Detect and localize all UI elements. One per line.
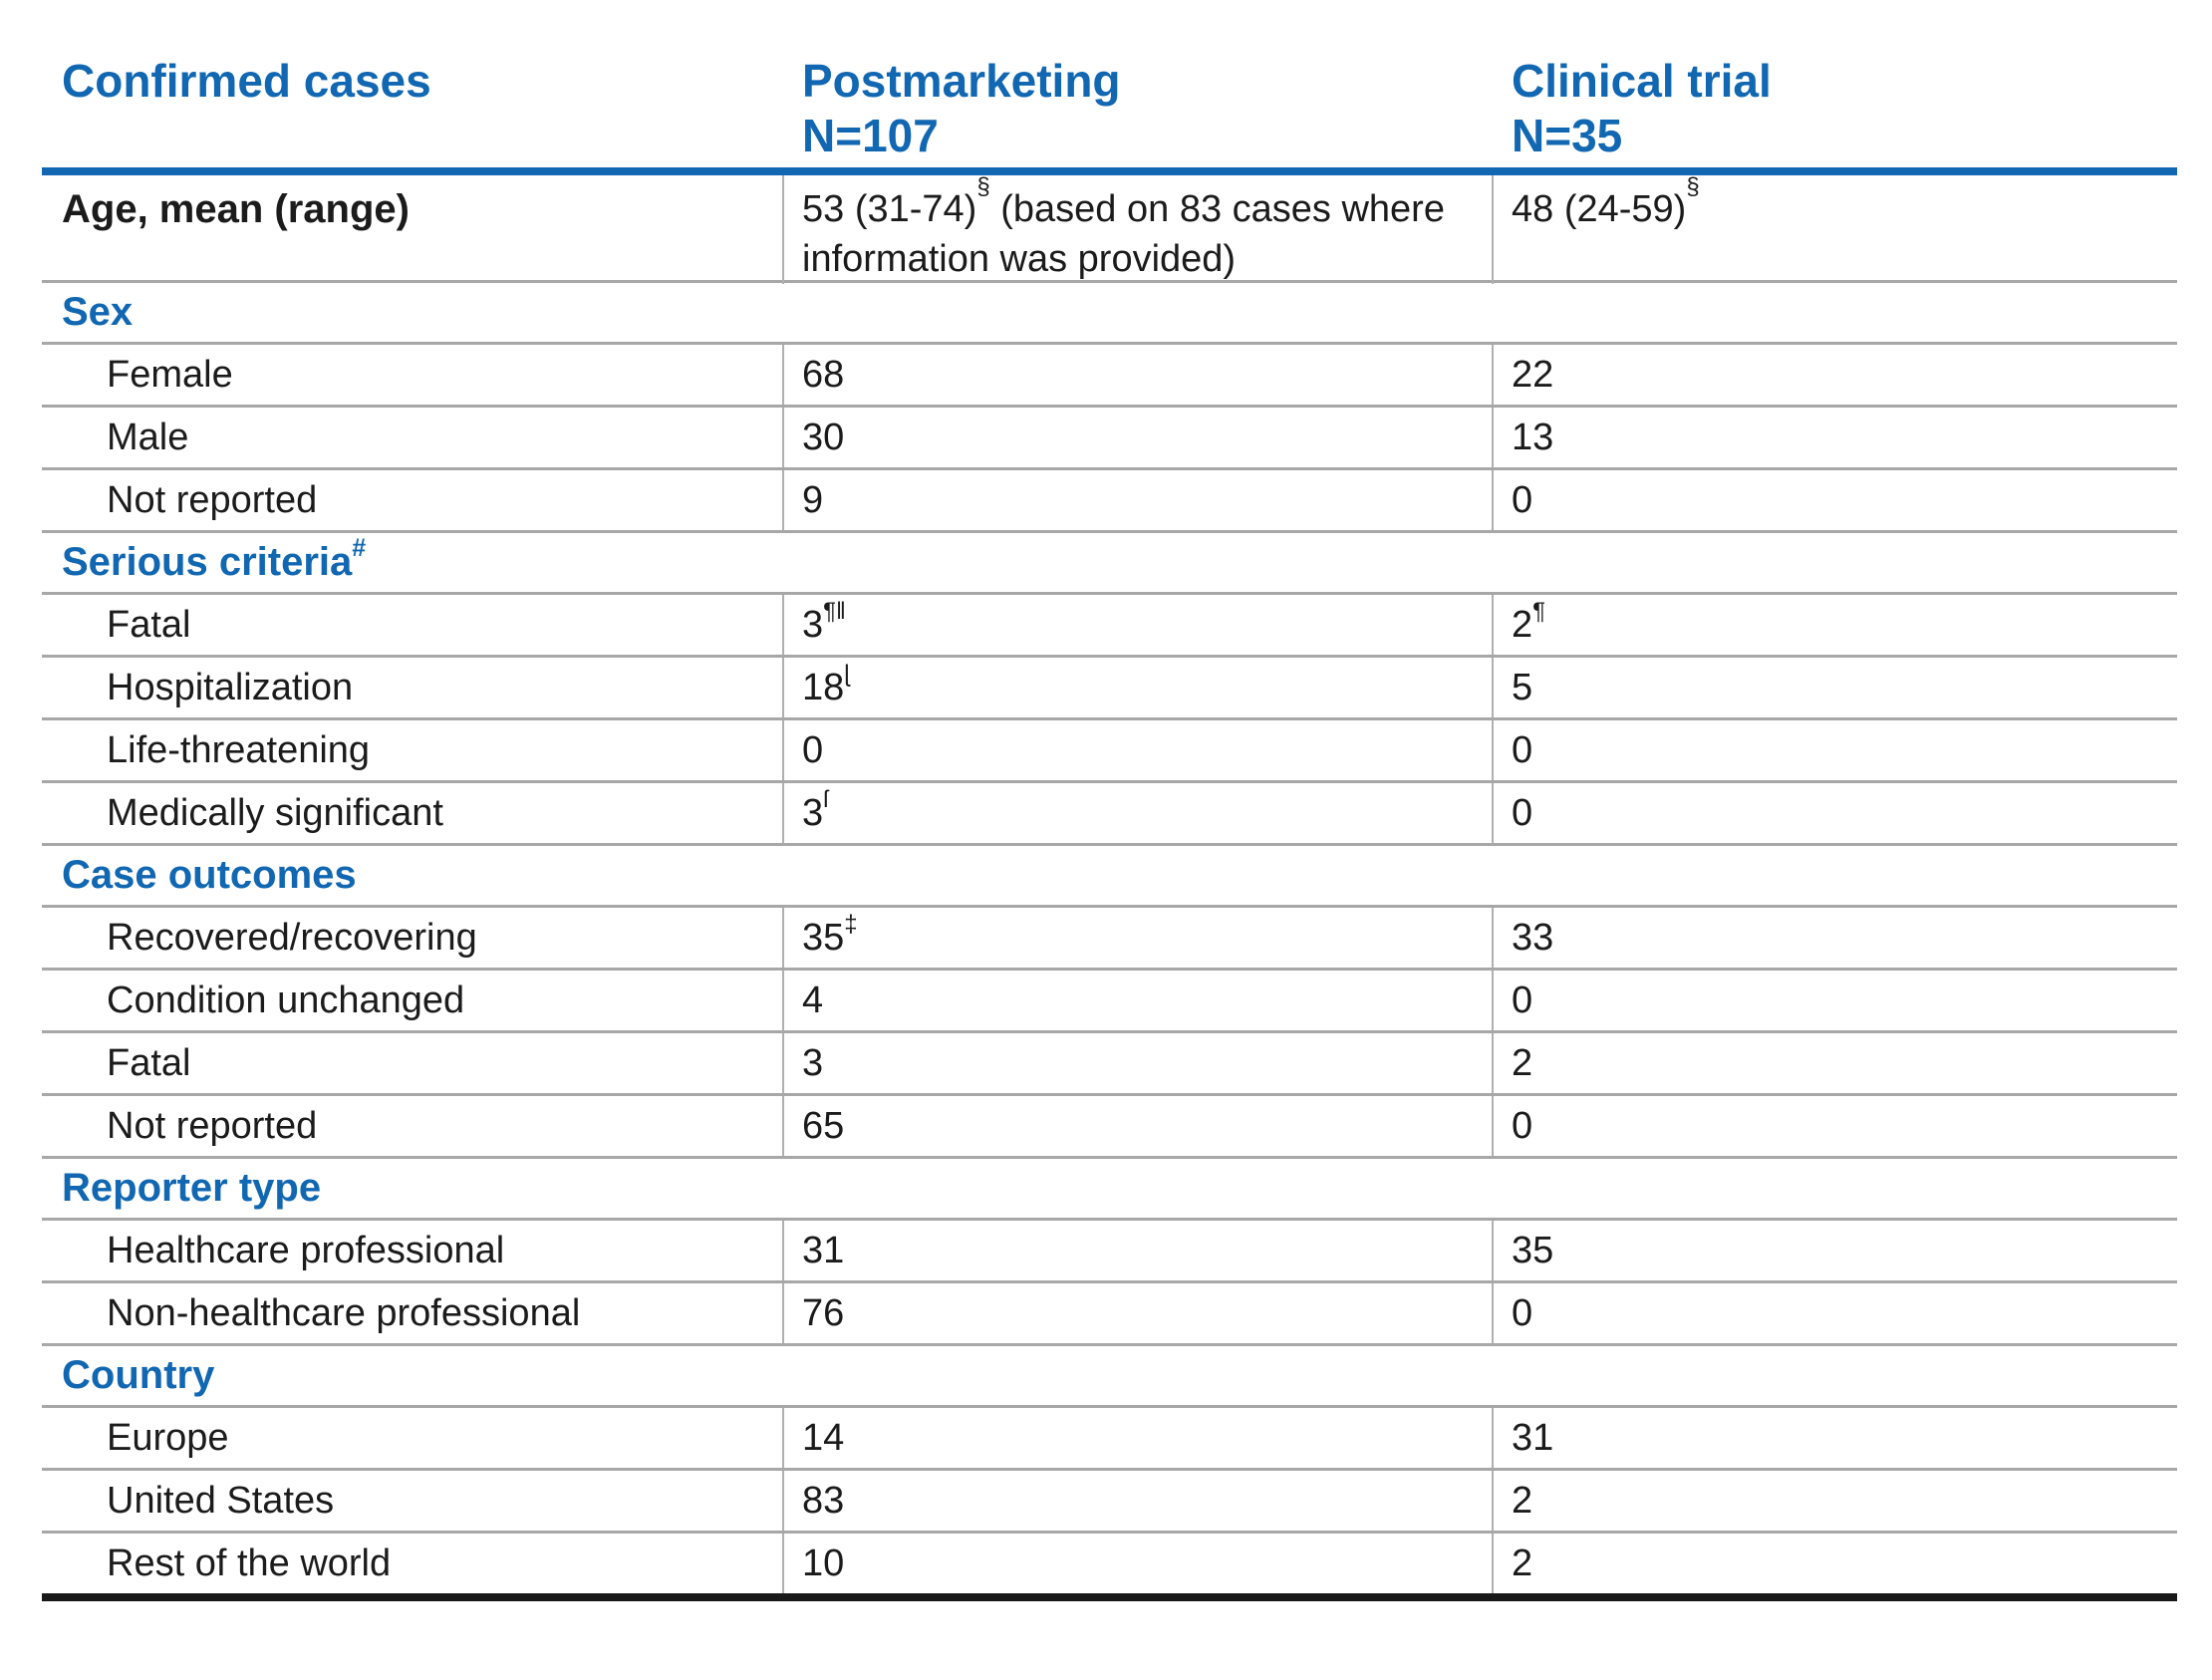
table-row-female [42, 342, 2177, 405]
table-row-condition-unchanged [42, 968, 2177, 1030]
postmarketing-value: 3 ¶‖ [782, 595, 1492, 655]
clinical-trial-value: 0 [1492, 1096, 2177, 1156]
clinical-trial-value: 0 [1492, 470, 2177, 530]
clinical-trial-value: 2 ¶ [1492, 595, 2177, 655]
table-row-age-mean-range [42, 175, 2177, 280]
header-rule [42, 167, 2177, 175]
row-label: Age, mean (range) [62, 187, 410, 231]
row-label: Male [107, 416, 189, 458]
section-title: Case outcomes [62, 853, 357, 897]
clinical-trial-value: 33 [1492, 908, 2177, 968]
row-label: Healthcare professional [107, 1229, 505, 1271]
age-value-clinical-trial: 48 (24-59)§ [1492, 175, 2177, 284]
postmarketing-value: 9 [782, 470, 1492, 530]
row-label: United States [107, 1479, 335, 1522]
clinical-trial-value: 0 [1492, 720, 2177, 780]
row-label: Non-healthcare professional [107, 1291, 581, 1334]
postmarketing-value: 30 [782, 408, 1492, 467]
table-bottom-rule [42, 1593, 2177, 1601]
section-title: Country [62, 1353, 215, 1397]
clinical-trial-value: 2 [1492, 1471, 2177, 1531]
postmarketing-value: 68 [782, 345, 1492, 405]
section-header-reporter-type [42, 1156, 2177, 1218]
postmarketing-value: 4 [782, 971, 1492, 1030]
row-label: Europe [107, 1416, 229, 1459]
column-header-label: Postmarketing [802, 55, 1121, 107]
table-row-non-healthcare-professional [42, 1280, 2177, 1343]
table-row-recovered-recovering [42, 905, 2177, 968]
postmarketing-value: 35 ‡ [782, 908, 1492, 968]
column-header-sub: N=35 [1512, 110, 1623, 161]
clinical-trial-value: 0 [1492, 971, 2177, 1030]
row-label: Life-threatening [107, 728, 371, 771]
section-title: Serious criteria # [62, 533, 367, 584]
row-label: Fatal [107, 603, 191, 646]
row-label: Female [107, 353, 233, 396]
section-header-country [42, 1343, 2177, 1405]
section-title: Reporter type [62, 1166, 322, 1210]
clinical-trial-value: 2 [1492, 1033, 2177, 1093]
row-label: Not reported [107, 478, 318, 521]
table-row-medically-significant [42, 780, 2177, 843]
postmarketing-value: 76 [782, 1283, 1492, 1343]
postmarketing-value: 18 $^ɭ$ [782, 658, 1492, 717]
table-row-europe [42, 1405, 2177, 1468]
table-row-hospitalization [42, 655, 2177, 717]
clinical-trial-value: 35 [1492, 1221, 2177, 1280]
column-header-label: Clinical trial [1512, 55, 1772, 107]
table-row-fatal [42, 1030, 2177, 1093]
table-header-row [42, 0, 2177, 167]
table-row-not-reported [42, 467, 2177, 530]
row-label: Rest of the world [107, 1541, 392, 1584]
postmarketing-value: 31 [782, 1221, 1492, 1280]
postmarketing-value: 65 [782, 1096, 1492, 1156]
postmarketing-value: 14 [782, 1408, 1492, 1468]
clinical-trial-value: 0 [1492, 1283, 2177, 1343]
footnote-mark: § [976, 173, 990, 201]
row-label: Recovered/recovering [107, 916, 477, 959]
table-row-not-reported [42, 1093, 2177, 1156]
age-value-postmarketing: 53 (31-74)§ (based on 83 cases where information was provided) [782, 175, 1492, 284]
table-sections [42, 280, 2177, 1593]
row-label: Condition unchanged [107, 979, 465, 1021]
row-label: Fatal [107, 1041, 191, 1084]
table-row-united-states [42, 1468, 2177, 1531]
column-header-clinical-trial [1492, 54, 2177, 167]
clinical-trial-value: 2 [1492, 1534, 2177, 1593]
clinical-trial-value: 13 [1492, 408, 2177, 467]
row-label: Not reported [107, 1104, 318, 1147]
column-header-label: Confirmed cases [62, 55, 431, 107]
column-header-postmarketing [782, 54, 1492, 167]
row-label: Medically significant [107, 791, 443, 834]
table-row-rest-of-the-world [42, 1531, 2177, 1593]
footnote-mark: § [1686, 173, 1700, 201]
postmarketing-value: 3 $^ſ$ [782, 783, 1492, 843]
clinical-trial-value: 5 [1492, 658, 2177, 717]
postmarketing-value: 83 [782, 1471, 1492, 1531]
postmarketing-value: 10 [782, 1534, 1492, 1593]
table-row-healthcare-professional [42, 1218, 2177, 1280]
table-row-fatal [42, 592, 2177, 655]
section-header-case-outcomes [42, 843, 2177, 905]
postmarketing-value: 0 [782, 720, 1492, 780]
column-header-sub: N=107 [802, 110, 939, 161]
row-label: Hospitalization [107, 666, 354, 708]
postmarketing-value: 3 [782, 1033, 1492, 1093]
table-row-life-threatening [42, 717, 2177, 780]
clinical-trial-value: 22 [1492, 345, 2177, 405]
section-header-sex [42, 280, 2177, 342]
column-header-confirmed-cases [42, 54, 782, 167]
clinical-trial-value: 31 [1492, 1408, 2177, 1468]
section-header-serious-criteria [42, 530, 2177, 592]
confirmed-cases-table [42, 0, 2177, 1601]
clinical-trial-value: 0 [1492, 783, 2177, 843]
table-row-male [42, 405, 2177, 467]
section-title: Sex [62, 290, 134, 334]
